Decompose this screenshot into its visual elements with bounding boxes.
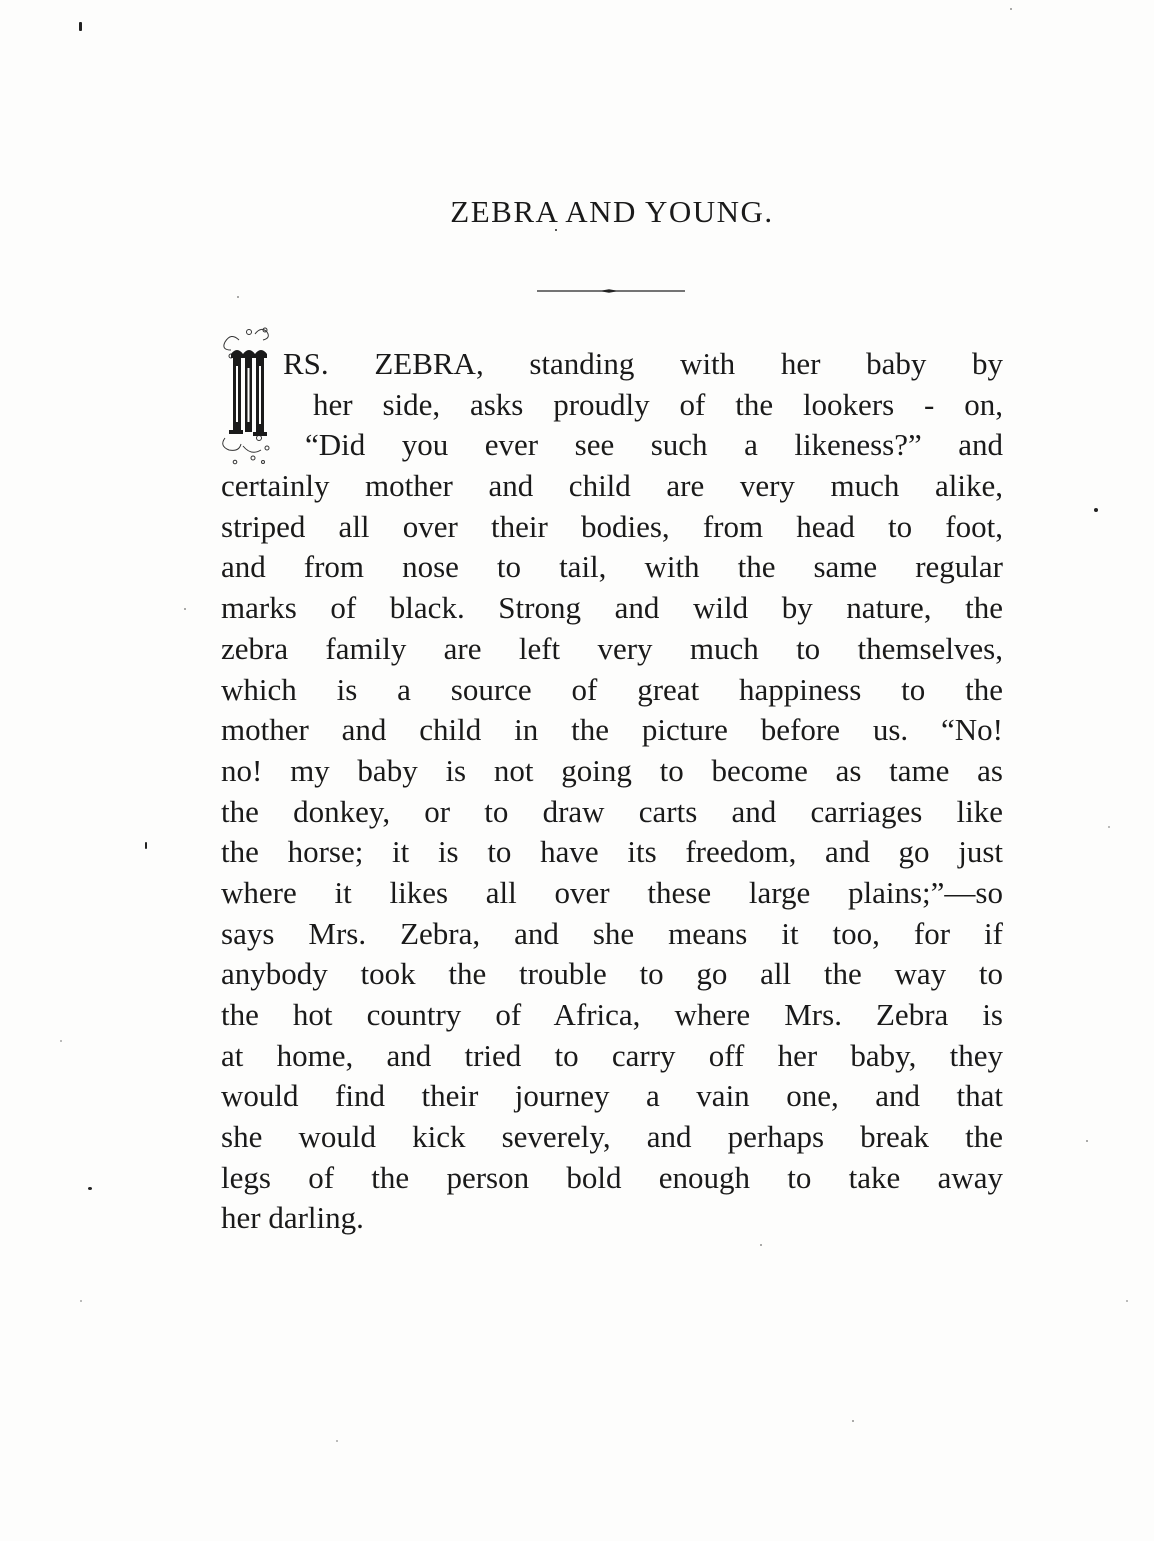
text-line: the donkey, or to draw carts and carriages like [221,793,1003,829]
scan-speck [145,842,147,849]
text-line: where it likes all over these large plains;”—so [221,874,1003,910]
text-line: the horse; it is to have its freedom, and go just [221,834,1003,870]
divider-rule-icon [537,289,685,295]
ornamental-divider [537,289,685,291]
body-text [221,344,1003,1239]
text-line: zebra family are left very much to themselves, [221,630,1003,666]
text-line: her side, asks proudly of the lookers - on, [313,386,1003,422]
text-line: at home, and tried to carry off her baby, they [221,1037,1003,1073]
scan-speck [852,1420,854,1422]
text-line: anybody took the trouble to go all the way to [221,956,1003,992]
text-line: striped all over their bodies, from head to foot, [221,508,1003,544]
text-line: “Did you ever see such a likeness?” and [305,427,1003,463]
scan-speck [237,296,239,298]
page-title: ZEBRA AND YOUNG. [450,194,774,229]
scan-speck [60,1040,62,1042]
scan-speck [79,22,82,31]
text-line: her darling. [221,1200,364,1236]
text-line: legs of the person bold enough to take away [221,1159,1003,1195]
scan-speck [336,1440,338,1442]
scan-speck [184,608,186,610]
text-line: which is a source of great happiness to the [221,671,1003,707]
text-line: and from nose to tail, with the same regular [221,549,1003,585]
scan-speck [88,1187,92,1190]
text-line: marks of black. Strong and wild by nature, the [221,590,1003,626]
scan-speck [1094,508,1098,512]
text-line: RS. ZEBRA, standing with her baby by [283,346,1003,381]
scan-speck [80,1300,82,1302]
scan-speck [555,229,557,231]
scan-speck [1010,8,1012,10]
text-line: she would kick severely, and perhaps break the [221,1119,1003,1155]
text-line: no! my baby is not going to become as tame as [221,752,1003,788]
text-line: mother and child in the picture before us. “No! [221,712,1003,748]
scan-speck [1126,1300,1128,1302]
text-line: would find their journey a vain one, and that [221,1078,1003,1114]
scan-speck [760,1244,762,1246]
text-line: the hot country of Africa, where Mrs. Zebra is [221,997,1003,1032]
text-line: certainly mother and child are very much alike, [221,468,1003,504]
text-line: says Mrs. Zebra, and she means it too, for if [221,915,1003,951]
scan-speck [1108,826,1110,828]
scan-speck [1086,1140,1088,1142]
